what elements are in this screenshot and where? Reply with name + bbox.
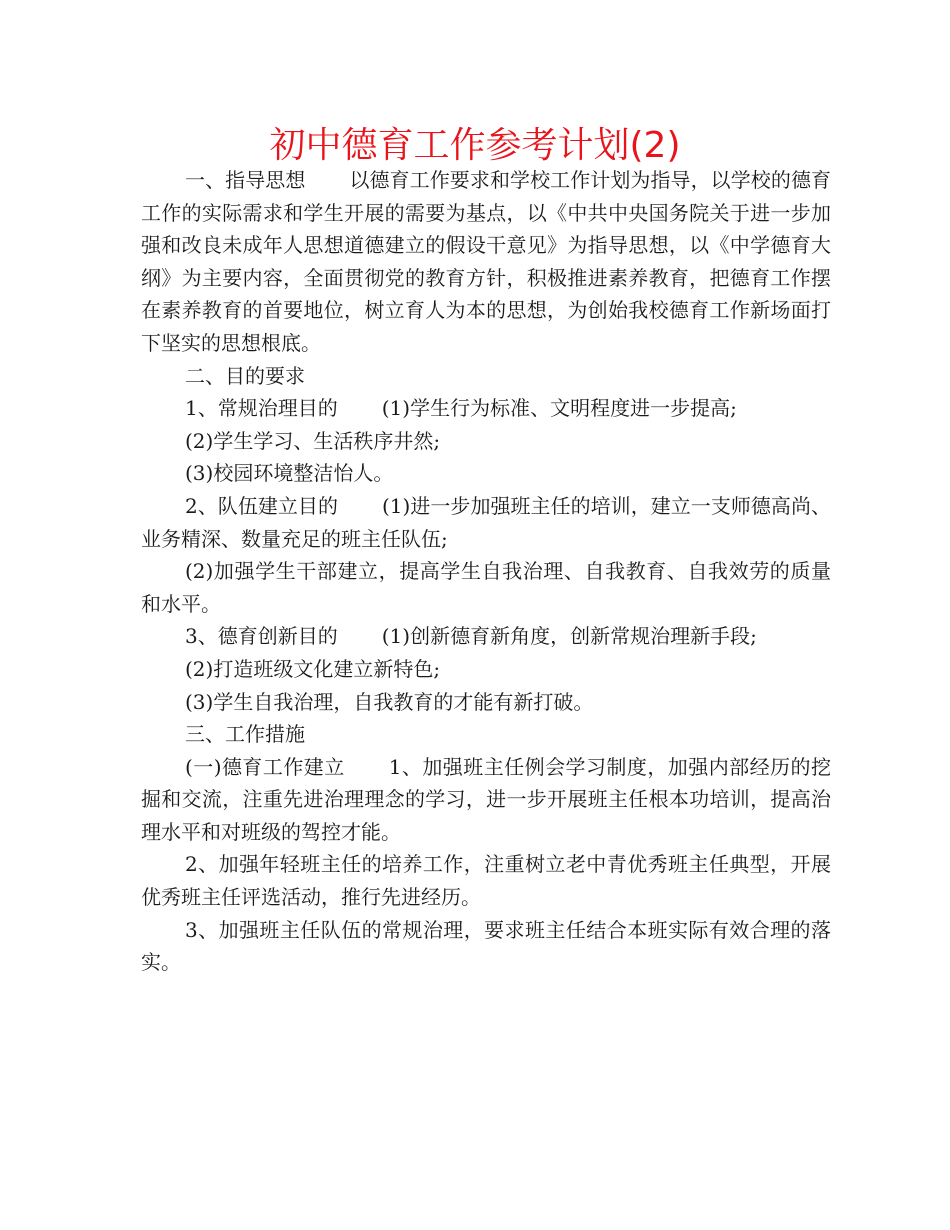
paragraph-text: 2、加强年轻班主任的培养工作，注重树立老中青优秀班主任典型，开展优秀班主任评选活动，推行先进经历。 <box>141 852 831 910</box>
paragraph-heading: 一、指导思想 <box>185 168 306 192</box>
paragraph-innovation-goal <box>141 620 831 653</box>
paragraph-routine-goal-3 <box>141 457 831 490</box>
paragraph-team-goal-2 <box>141 555 831 620</box>
paragraph-heading: 3、德育创新目的 <box>185 624 338 649</box>
paragraph-heading: (一)德育工作建立 <box>185 754 345 779</box>
paragraph-guiding-ideology <box>141 164 831 360</box>
paragraph-text: (1)创新德育新角度，创新常规治理新手段; <box>381 624 757 649</box>
paragraph-heading: 1、常规治理目的 <box>185 396 338 421</box>
paragraph-routine-goal-2 <box>141 425 831 458</box>
document-title: 初中德育工作参考计划(2) <box>269 125 681 166</box>
paragraph-moral-work <box>141 751 831 849</box>
paragraph-text: 三、工作措施 <box>185 722 305 747</box>
paragraph-text: (2)打造班级文化建立新特色; <box>185 656 441 681</box>
paragraph-text: (1)进一步加强班主任的培训，建立一支师德高尚、业务精深、数量充足的班主任队伍; <box>141 493 831 551</box>
paragraph-heading: 2、队伍建立目的 <box>185 493 338 518</box>
paragraph-moral-work-3 <box>141 914 831 979</box>
paragraph-routine-goal <box>141 392 831 425</box>
paragraph-text: (3)学生自我治理，自我教育的才能有新打破。 <box>185 689 594 714</box>
paragraph-team-goal <box>141 490 831 555</box>
paragraph-innovation-goal-3 <box>141 686 831 719</box>
section-heading-goals <box>141 360 831 393</box>
paragraph-text: 3、加强班主任队伍的常规治理，要求班主任结合本班实际有效合理的落实。 <box>141 917 831 975</box>
section-heading-measures <box>141 718 831 751</box>
paragraph-innovation-goal-2 <box>141 653 831 686</box>
paragraph-text: (3)校园环境整洁怡人。 <box>185 461 394 486</box>
paragraph-text: (1)学生行为标准、文明程度进一步提高; <box>381 396 737 421</box>
paragraph-text: (2)加强学生干部建立，提高学生自我治理、自我教育、自我效劳的质量和水平。 <box>141 559 831 616</box>
paragraph-moral-work-2 <box>141 848 831 913</box>
document-body <box>141 164 831 979</box>
paragraph-text: 1、加强班主任例会学习制度，加强内部经历的挖掘和交流，注重先进治理理念的学习，进一步开展班主任根本功培训，提高治理水平和对班级的驾控才能。 <box>141 754 831 844</box>
paragraph-text: 二、目的要求 <box>185 363 305 388</box>
paragraph-text: 以德育工作要求和学校工作计划为指导，以学校的德育工作的实际需求和学生开展的需要为基点，以《中共中央国务院关于进一步加强和改良未成年人思想道德建立的假设干意见》为指导思想，以《中学德育大纲》为主要内容，全面贯彻党的教育方针，积极推进素养教育，把德育工作摆在素养教育的首要地位，树立育人为本的思想，为创始我校德育工作新场面打下坚实的思想根底。 <box>141 168 832 355</box>
paragraph-text: (2)学生学习、生活秩序井然; <box>185 428 441 453</box>
